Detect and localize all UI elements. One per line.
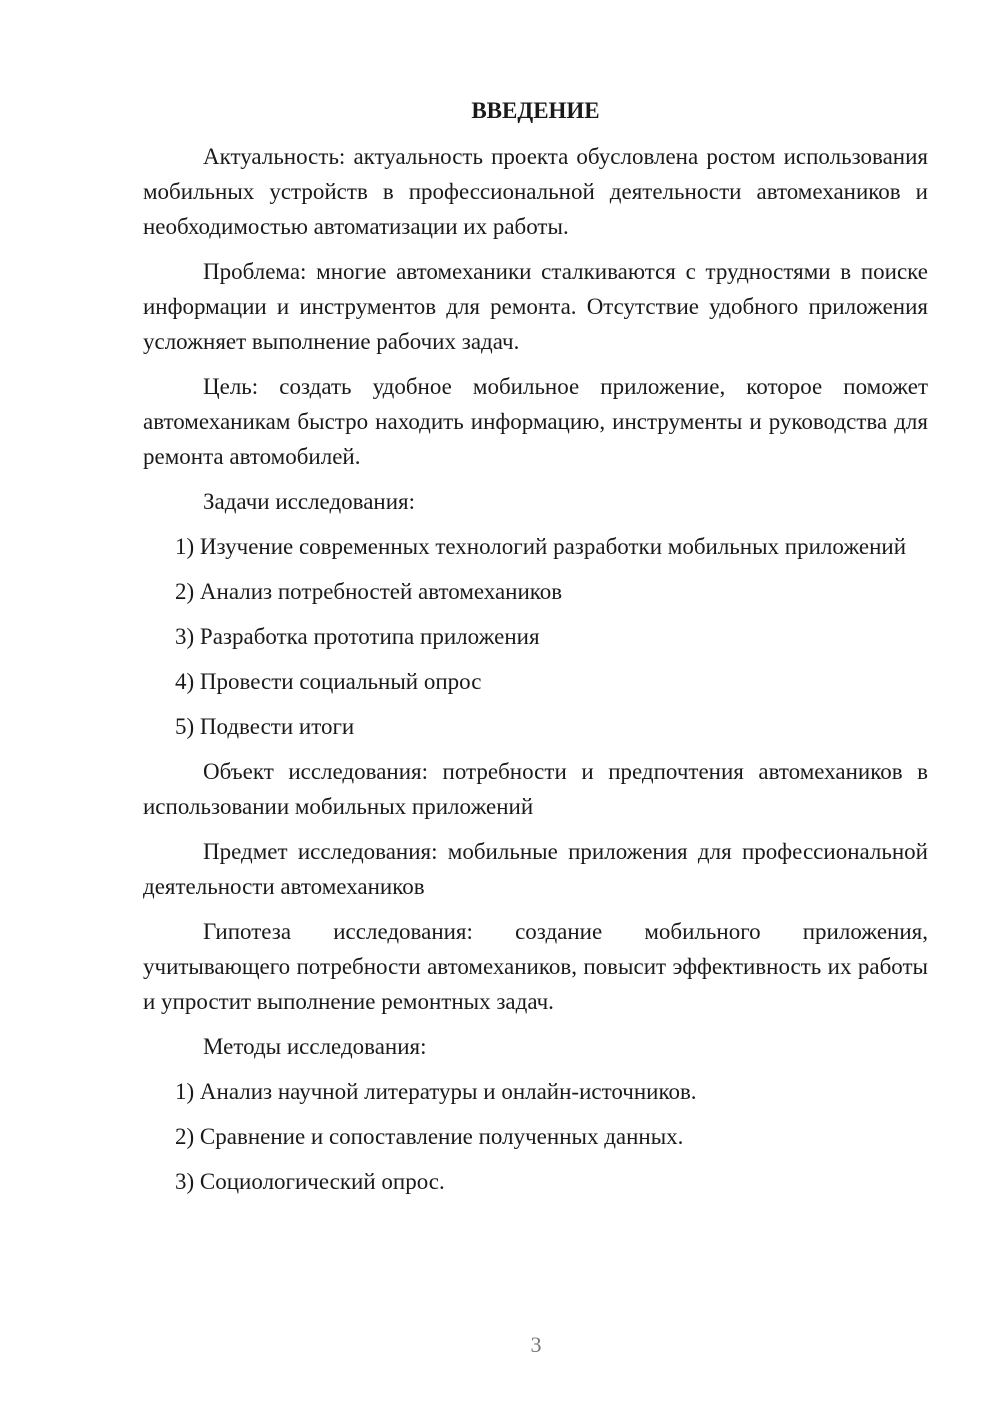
page-number: 3 [530, 1332, 542, 1357]
hypothesis-paragraph: Гипотеза исследования: создание мобильного приложения, учитывающего потребности автомехаников, повысит эффективность их работы и упростит выполнение ремонтных задач. [143, 919, 928, 1014]
object-paragraph: Объект исследования: потребности и предпочтения автомехаников в использовании мобильных приложений [143, 759, 928, 819]
methods-heading: Методы исследования: [203, 1034, 427, 1059]
method-item: 2) Сравнение и сопоставление полученных данных. [175, 1124, 684, 1149]
subject-paragraph: Предмет исследования: мобильные приложения для профессиональной деятельности автомехаников [143, 839, 928, 899]
section-title: ВВЕДЕНИЕ [471, 98, 600, 123]
tasks-heading: Задачи исследования: [203, 489, 416, 514]
tasks-list [143, 529, 928, 744]
task-item: 4) Провести социальный опрос [175, 669, 482, 694]
task-item: 5) Подвести итоги [175, 714, 355, 739]
problem-paragraph: Проблема: многие автомеханики сталкиваются с трудностями в поиске информации и инструментов для ремонта. Отсутствие удобного приложения усложняет выполнение рабочих задач. [143, 259, 928, 354]
method-item: 1) Анализ научной литературы и онлайн-источников. [175, 1079, 697, 1104]
task-item: 1) Изучение современных технологий разработки мобильных приложений [175, 534, 907, 559]
relevance-paragraph: Актуальность: актуальность проекта обусловлена ростом использования мобильных устройств в профессиональной деятельности автомехаников и необходимостью автоматизации их работы. [143, 144, 928, 239]
page-content [143, 93, 928, 1209]
goal-paragraph: Цель: создать удобное мобильное приложение, которое поможет автомеханикам быстро находить информацию, инструменты и руководства для ремонта автомобилей. [143, 374, 928, 469]
task-item: 3) Разработка прототипа приложения [175, 624, 540, 649]
method-item: 3) Социологический опрос. [175, 1169, 445, 1194]
task-item: 2) Анализ потребностей автомехаников [175, 579, 563, 604]
methods-list [143, 1074, 928, 1199]
